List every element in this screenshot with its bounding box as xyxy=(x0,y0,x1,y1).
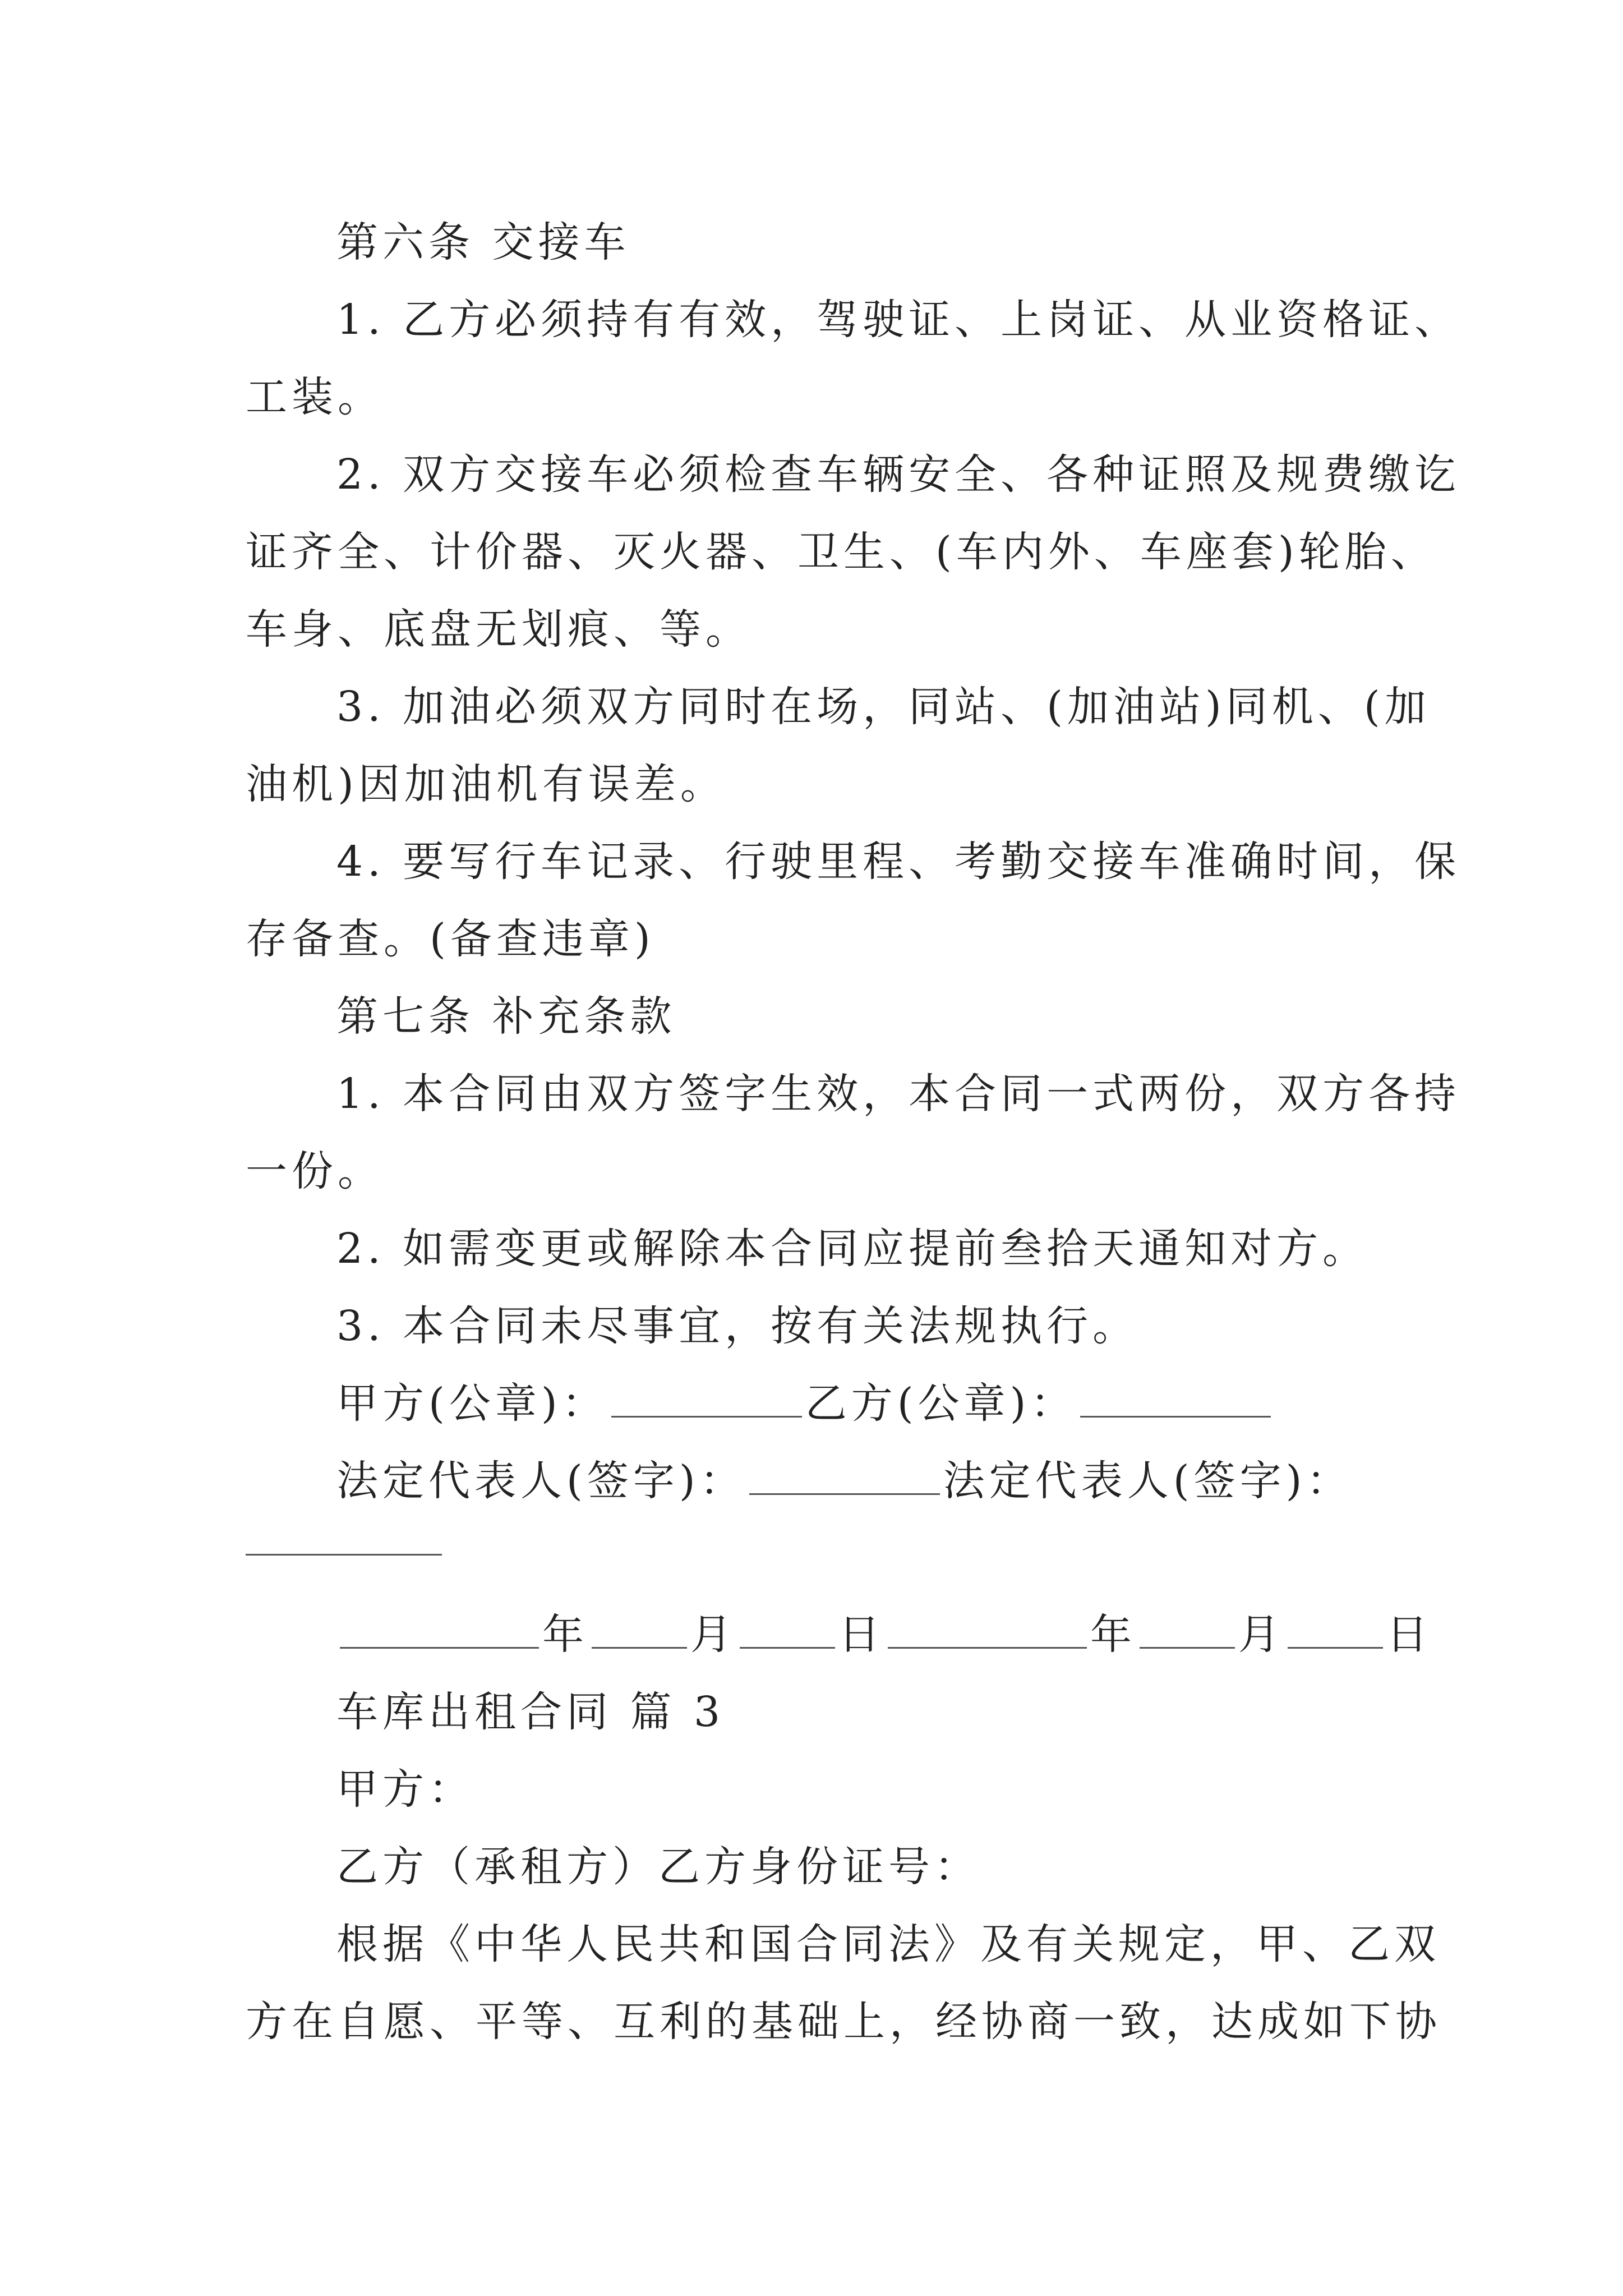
paragraph-line: 证齐全、计价器、灭火器、卫生、(车内外、车座套)轮胎、 xyxy=(246,528,1437,576)
party-b-seal-blank xyxy=(1080,1377,1271,1418)
paragraph-line: 车身、底盘无划痕、等。 xyxy=(246,605,751,654)
article-6-heading: 第六条 交接车 xyxy=(336,218,630,266)
paragraph-line: 3. 本合同未尽事宜，按有关法规执行。 xyxy=(336,1302,1139,1350)
party-a-seal-blank xyxy=(611,1377,802,1418)
day-label: 日 xyxy=(1386,1611,1432,1659)
section-title: 车库出租合同 篇 3 xyxy=(336,1688,725,1736)
year-blank xyxy=(888,1608,1087,1649)
paragraph-line: 2. 如需变更或解除本合同应提前叁拾天通知对方。 xyxy=(336,1225,1369,1273)
paragraph-line: 3. 加油必须双方同时在场，同站、(加油站)同机、(加 xyxy=(336,683,1431,731)
paragraph-line: 存备查。(备查违章) xyxy=(246,915,655,963)
paragraph-line: 2. 双方交接车必须检查车辆安全、各种证照及规费缴讫 xyxy=(336,450,1461,499)
party-b-line: 乙方（承租方）乙方身份证号： xyxy=(336,1843,980,1891)
intro-line-1: 根据《中华人民共和国合同法》及有关规定，甲、乙双 xyxy=(336,1920,1440,1968)
party-b-rep-label: 法定代表人(签字)： xyxy=(943,1457,1353,1505)
paragraph-line: 4. 要写行车记录、行驶里程、考勤交接车准确时间，保 xyxy=(336,838,1461,886)
month-label: 月 xyxy=(690,1611,736,1659)
party-b-rep-blank xyxy=(246,1554,442,1556)
paragraph-line: 1. 本合同由双方签字生效，本合同一式两份，双方各持 xyxy=(336,1070,1461,1118)
month-label: 月 xyxy=(1238,1611,1284,1659)
seal-line xyxy=(336,1375,1274,1432)
month-blank xyxy=(592,1608,687,1649)
intro-line-2: 方在自愿、平等、互利的基础上，经协商一致，达成如下协 xyxy=(246,1998,1441,2046)
paragraph-line: 工装。 xyxy=(246,373,384,421)
year-label: 年 xyxy=(1090,1611,1136,1659)
party-a-rep-label: 法定代表人(签字)： xyxy=(336,1457,746,1505)
day-label: 日 xyxy=(838,1611,884,1659)
date-line xyxy=(336,1607,1432,1663)
day-blank xyxy=(1288,1608,1383,1649)
party-a-rep-blank xyxy=(749,1454,940,1495)
month-blank xyxy=(1140,1608,1235,1649)
year-label: 年 xyxy=(542,1611,588,1659)
year-blank xyxy=(340,1608,539,1649)
party-a-line: 甲方： xyxy=(336,1765,474,1814)
party-a-seal-label: 甲方(公章)： xyxy=(336,1379,608,1428)
party-b-seal-label: 乙方(公章)： xyxy=(805,1379,1077,1428)
paragraph-line: 油机)因加油机有误差。 xyxy=(246,760,726,808)
day-blank xyxy=(740,1608,835,1649)
paragraph-line: 一份。 xyxy=(246,1147,384,1195)
article-7-heading: 第七条 补充条款 xyxy=(336,992,676,1041)
representative-line xyxy=(336,1453,1353,1509)
paragraph-line: 1. 乙方必须持有有效，驾驶证、上岗证、从业资格证、 xyxy=(336,296,1461,344)
